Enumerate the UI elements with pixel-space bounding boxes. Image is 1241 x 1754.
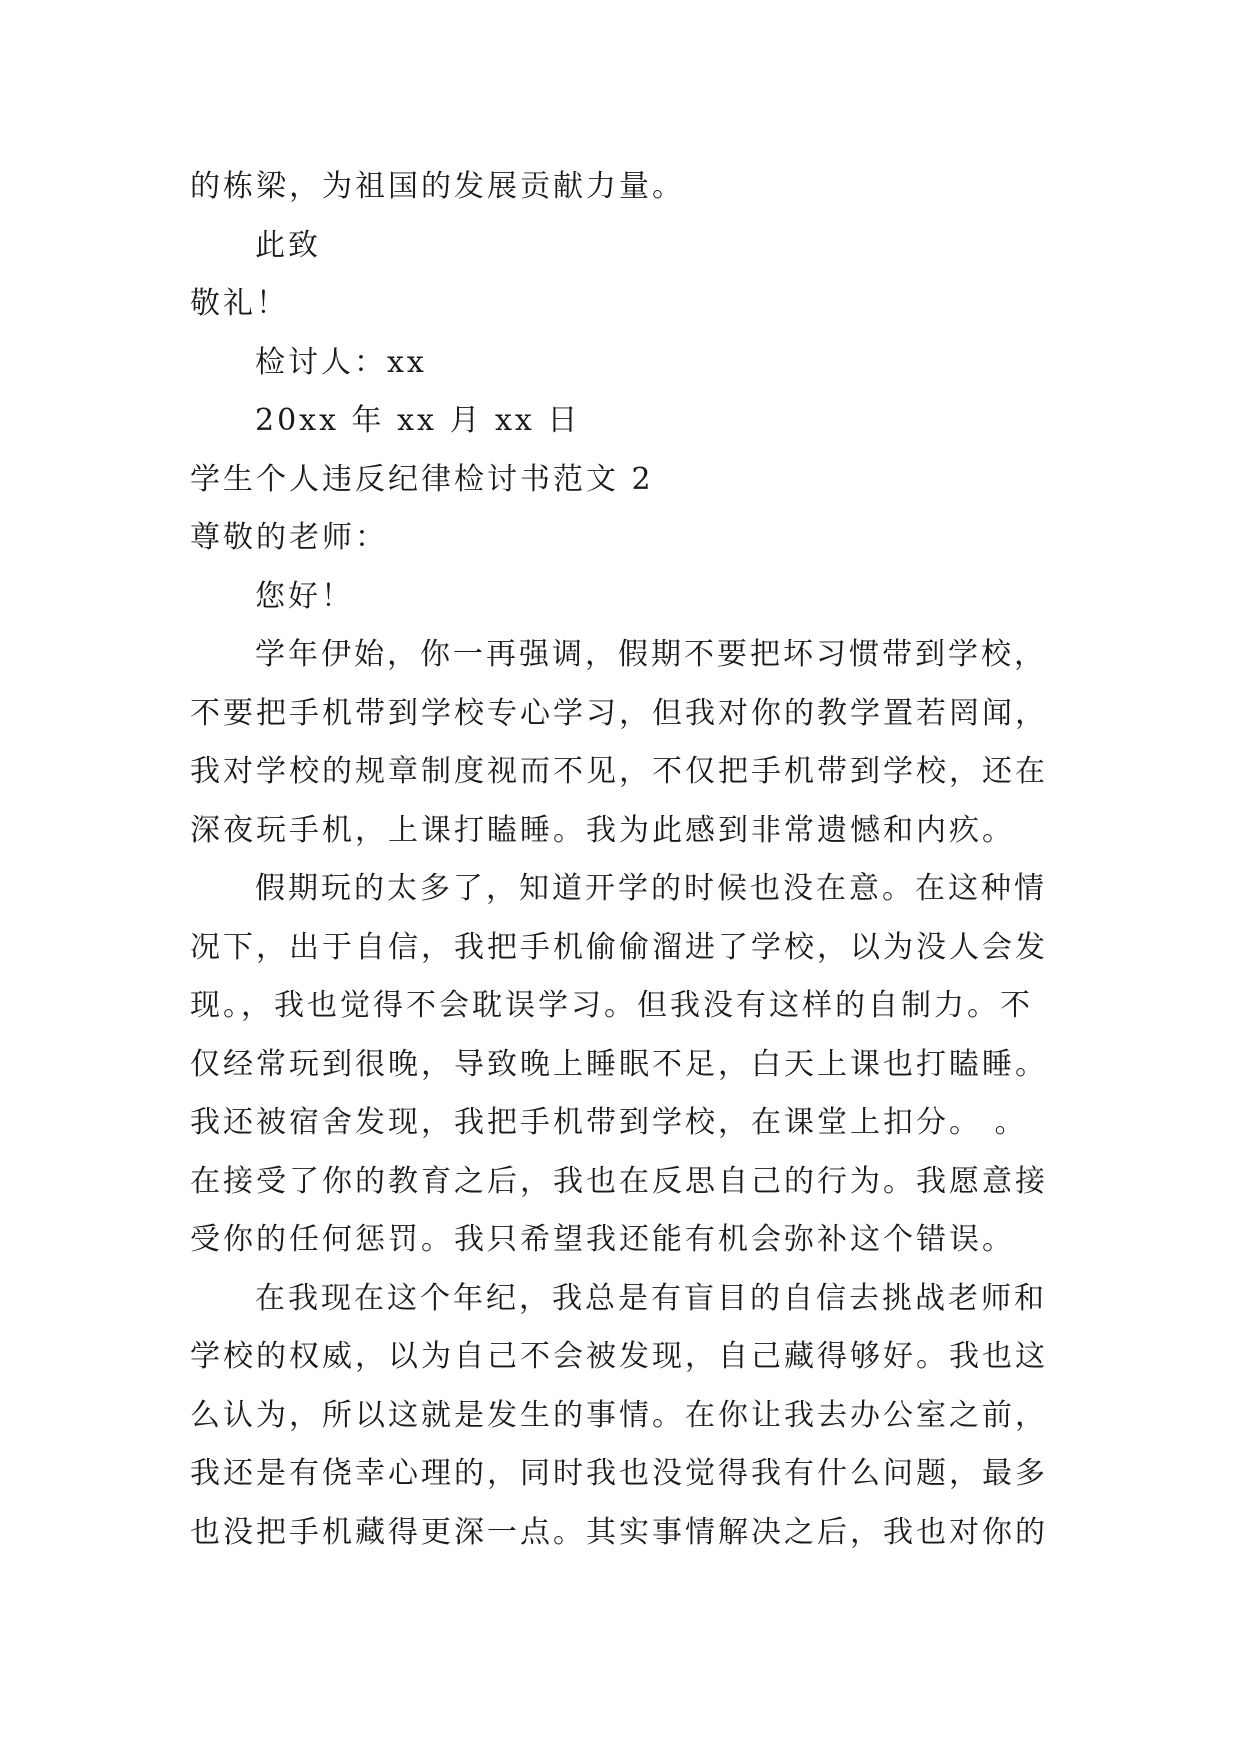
greeting-addressee: 尊敬的老师： (190, 520, 388, 555)
signature-date: 20xx 年 xx 月 xx 日 (255, 403, 581, 438)
paragraph-line: 况下，出于自信，我把手机偷偷溜进了学校，以为没人会发 (190, 929, 1048, 965)
paragraph-line: 深夜玩手机，上课打瞌睡。我为此感到非常遗憾和内疚。 (190, 812, 1015, 848)
greeting-hello: 您好！ (255, 578, 354, 614)
section-title: 学生个人违反纪律检讨书范文 2 (190, 461, 654, 497)
closing-salutation: 此致 (255, 227, 321, 263)
paragraph-line: 受你的任何惩罚。我只希望我还能有机会弥补这个错误。 (190, 1222, 1015, 1257)
paragraph-line: 也没把手机藏得更深一点。其实事情解决之后，我也对你的 (190, 1514, 1048, 1550)
paragraph-line: 假期玩的太多了，知道开学的时候也没在意。在这种情 (255, 871, 1047, 906)
paragraph-line: 仅经常玩到很晚，导致晚上睡眠不足，白天上课也打瞌睡。 (190, 1046, 1048, 1082)
document-page (190, 158, 1080, 1562)
paragraph-line: 在接受了你的教育之后，我也在反思自己的行为。我愿意接 (190, 1163, 1048, 1199)
paragraph-line: 不要把手机带到学校专心学习，但我对你的教学置若罔闻， (190, 695, 1048, 731)
signature-author: 检讨人：xx (255, 344, 427, 380)
paragraph-line: 现。，我也觉得不会耽误学习。但我没有这样的自制力。不 (190, 988, 1033, 1023)
closing-regards: 敬礼！ (190, 286, 289, 321)
paragraph-line: 在我现在这个年纪，我总是有盲目的自信去挑战老师和 (255, 1280, 1047, 1316)
paragraph-line: 我还是有侥幸心理的，同时我也没觉得我有什么问题，最多 (190, 1456, 1048, 1491)
paragraph-line: 学年伊始，你一再强调，假期不要把坏习惯带到学校， (255, 637, 1047, 672)
text-line: 的栋梁，为祖国的发展贡献力量。 (190, 169, 685, 204)
paragraph-line: 我对学校的规章制度视而不见，不仅把手机带到学校，还在 (190, 754, 1048, 789)
paragraph-line: 学校的权威，以为自己不会被发现，自己藏得够好。我也这 (190, 1339, 1048, 1374)
paragraph-line: 么认为，所以这就是发生的事情。在你让我去办公室之前， (190, 1397, 1048, 1433)
paragraph-line: 我还被宿舍发现，我把手机带到学校，在课堂上扣分。 。 (190, 1105, 1028, 1140)
